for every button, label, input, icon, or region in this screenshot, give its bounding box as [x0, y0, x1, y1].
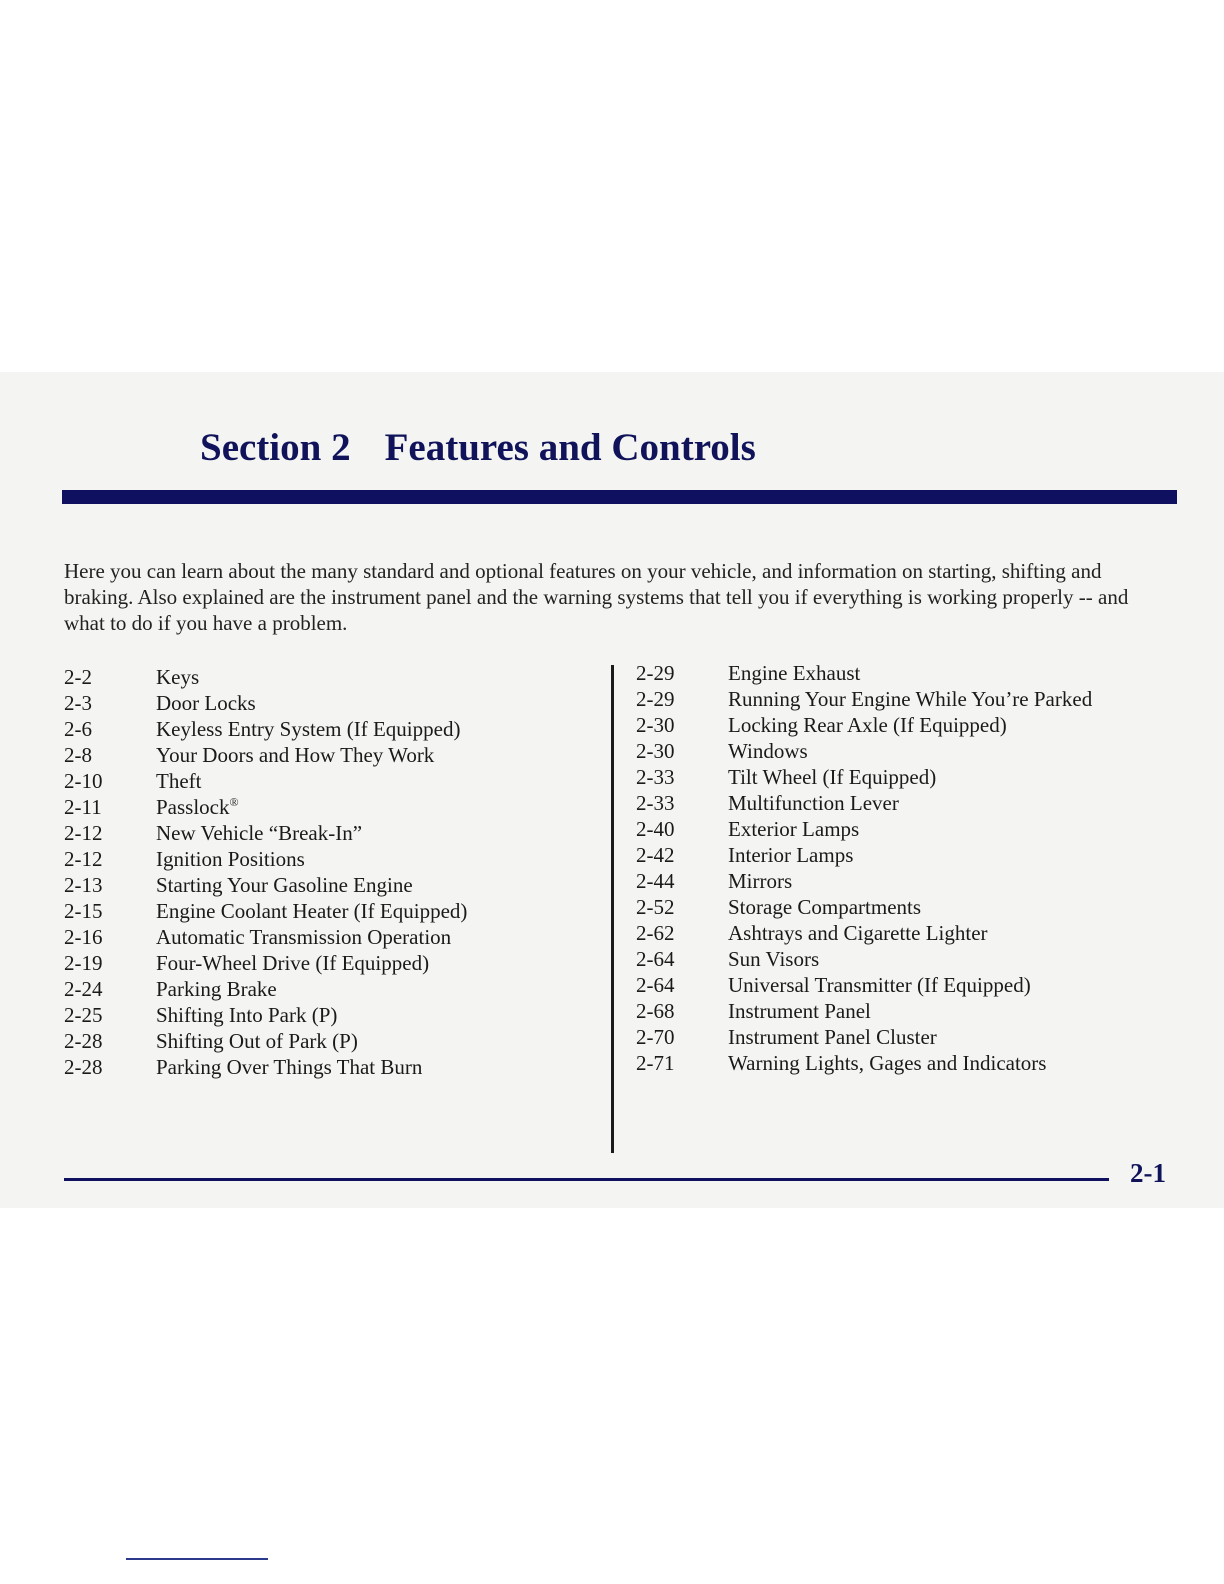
toc-page-number: 2-12	[64, 821, 103, 845]
toc-entry[interactable]	[636, 764, 1176, 790]
toc-entry[interactable]	[64, 768, 584, 794]
toc-entry[interactable]	[636, 660, 1176, 686]
toc-entry-title-text: Warning Lights, Gages and Indicators	[728, 1051, 1047, 1075]
toc-entry[interactable]	[64, 742, 584, 768]
toc-entry-title	[728, 790, 1176, 816]
toc-entry-title-text: Engine Coolant Heater (If Equipped)	[156, 899, 468, 923]
toc-page-number: 2-33	[636, 765, 675, 789]
toc-entry[interactable]	[64, 820, 584, 846]
intro-paragraph: Here you can learn about the many standard and optional features on your vehicle, and information on starting, shifting and braking. Also explained are the instrument panel and the warning systems that tell you if everything is working properly -- and what to do if you have a problem.	[64, 559, 1129, 635]
section-title	[200, 428, 756, 468]
toc-entry-title-text: Your Doors and How They Work	[156, 743, 435, 767]
toc-entry[interactable]	[636, 686, 1176, 712]
toc-page-number: 2-70	[636, 1025, 675, 1049]
toc-entry[interactable]	[636, 868, 1176, 894]
toc-entry-title-text: Running Your Engine While You’re Parked	[728, 687, 1093, 711]
bottom-rule	[126, 1558, 268, 1560]
toc-entry-title	[728, 738, 1176, 764]
toc-entry-title-text: Parking Over Things That Burn	[156, 1055, 423, 1079]
toc-entry-title	[156, 716, 584, 742]
toc-entry-title-text: Tilt Wheel (If Equipped)	[728, 765, 937, 789]
toc-entry-title	[156, 1002, 584, 1028]
toc-entry-title-text: Interior Lamps	[728, 843, 854, 867]
toc-entry[interactable]	[636, 998, 1176, 1024]
toc-entry-title-text: Windows	[728, 739, 808, 763]
toc-entry-title-text: Automatic Transmission Operation	[156, 925, 452, 949]
toc-entry-title	[156, 690, 584, 716]
toc-entry-title-text: Keys	[156, 665, 200, 689]
toc-entry-title	[728, 712, 1176, 738]
toc-page-number: 2-68	[636, 999, 675, 1023]
toc-entry-title-text: Parking Brake	[156, 977, 277, 1001]
toc-entry-title	[156, 794, 584, 820]
page-number: 2-1	[1130, 1158, 1166, 1188]
toc-page-number: 2-15	[64, 899, 103, 923]
toc-entry[interactable]	[636, 842, 1176, 868]
toc-entry-title	[728, 1024, 1176, 1050]
toc-entry[interactable]	[64, 716, 584, 742]
toc-entry-title-text: Shifting Out of Park (P)	[156, 1029, 358, 1053]
toc-entry-title	[728, 894, 1176, 920]
toc-entry-title-text: Engine Exhaust	[728, 661, 861, 685]
toc-page-number: 2-42	[636, 843, 675, 867]
toc-entry[interactable]	[636, 920, 1176, 946]
toc-entry[interactable]	[64, 924, 584, 950]
toc-page-number: 2-19	[64, 951, 103, 975]
toc-entry-title	[728, 842, 1176, 868]
toc-entry-title-text: Four-Wheel Drive (If Equipped)	[156, 951, 430, 975]
toc-entry[interactable]	[636, 712, 1176, 738]
toc-entry-title	[728, 920, 1176, 946]
toc-page-number: 2-24	[64, 977, 103, 1001]
toc-entry-title	[728, 946, 1176, 972]
toc-entry-title	[728, 1050, 1176, 1076]
toc-page-number: 2-52	[636, 895, 675, 919]
toc-entry-title-text: Mirrors	[728, 869, 793, 893]
toc-entry[interactable]	[636, 972, 1176, 998]
toc-entry[interactable]	[64, 664, 584, 690]
toc-page-number: 2-40	[636, 817, 675, 841]
toc-entry-title	[728, 972, 1176, 998]
toc-entry-title	[156, 898, 584, 924]
toc-page-number: 2-44	[636, 869, 675, 893]
toc-entry-title-text: Door Locks	[156, 691, 256, 715]
toc-entry[interactable]	[64, 1054, 584, 1080]
toc-entry[interactable]	[636, 1024, 1176, 1050]
toc-entry-title-text: Universal Transmitter (If Equipped)	[728, 973, 1031, 997]
toc-entry-title	[156, 846, 584, 872]
toc-entry-title-text: Sun Visors	[728, 947, 820, 971]
toc-entry-title-text: Theft	[156, 769, 202, 793]
toc-entry-title	[156, 924, 584, 950]
toc-page-number: 2-12	[64, 847, 103, 871]
toc-entry[interactable]	[636, 894, 1176, 920]
toc-entry-title-text: Keyless Entry System (If Equipped)	[156, 717, 461, 741]
toc-page-number: 2-62	[636, 921, 675, 945]
toc-page-number: 2-25	[64, 1003, 103, 1027]
toc-entry-title-text: Ashtrays and Cigarette Lighter	[728, 921, 988, 945]
toc-entry-title-text: Storage Compartments	[728, 895, 922, 919]
toc-entry[interactable]	[636, 738, 1176, 764]
column-divider	[611, 665, 614, 1153]
toc-entry[interactable]	[636, 816, 1176, 842]
toc-entry-title-text: New Vehicle “Break-In”	[156, 821, 363, 845]
toc-entry[interactable]	[636, 946, 1176, 972]
registered-mark: ®	[229, 795, 239, 809]
toc-page-number: 2-3	[64, 691, 92, 715]
section-title-text: Features and Controls	[384, 426, 756, 469]
toc-entry-title	[728, 764, 1176, 790]
toc-page-number: 2-30	[636, 739, 675, 763]
toc-page-number: 2-28	[64, 1055, 103, 1079]
toc-page-number: 2-16	[64, 925, 103, 949]
toc-page-number: 2-64	[636, 973, 675, 997]
toc-entry[interactable]	[64, 976, 584, 1002]
toc-entry-title	[728, 686, 1176, 712]
toc-entry-title-text: Locking Rear Axle (If Equipped)	[728, 713, 1007, 737]
toc-page-number: 2-71	[636, 1051, 675, 1075]
toc-entry-title-text: Instrument Panel	[728, 999, 871, 1023]
toc-entry[interactable]	[64, 1028, 584, 1054]
toc-entry-title	[156, 820, 584, 846]
toc-page-number: 2-13	[64, 873, 103, 897]
toc-entry-title-text: Starting Your Gasoline Engine	[156, 873, 413, 897]
toc-entry-title	[156, 1054, 584, 1080]
toc-entry[interactable]	[64, 898, 584, 924]
toc-page-number: 2-29	[636, 661, 675, 685]
toc-entry[interactable]	[64, 690, 584, 716]
footer-rule	[64, 1178, 1109, 1181]
toc-page-number: 2-33	[636, 791, 675, 815]
toc-entry[interactable]	[64, 872, 584, 898]
toc-entry[interactable]	[64, 846, 584, 872]
toc-page-number: 2-30	[636, 713, 675, 737]
toc-entry-title	[156, 976, 584, 1002]
toc-left-column	[64, 664, 584, 1080]
toc-page-number: 2-29	[636, 687, 675, 711]
toc-entry[interactable]	[64, 1002, 584, 1028]
toc-right-column	[636, 660, 1176, 1076]
title-rule	[62, 490, 1177, 504]
toc-entry-title	[728, 868, 1176, 894]
toc-entry-title	[156, 950, 584, 976]
toc-entry-title	[156, 1028, 584, 1054]
toc-entry-title	[156, 742, 584, 768]
toc-page-number: 2-8	[64, 743, 92, 767]
toc-entry[interactable]	[636, 790, 1176, 816]
toc-entry[interactable]	[636, 1050, 1176, 1076]
toc-entry[interactable]	[64, 794, 584, 820]
toc-entry-title-text: Shifting Into Park (P)	[156, 1003, 338, 1027]
toc-page-number: 2-64	[636, 947, 675, 971]
toc-entry-title	[728, 816, 1176, 842]
toc-entry-title	[728, 660, 1176, 686]
toc-entry-title-text: Instrument Panel Cluster	[728, 1025, 937, 1049]
toc-entry-title-text: Passlock	[156, 795, 230, 819]
toc-entry-title	[156, 664, 584, 690]
toc-entry-title-text: Ignition Positions	[156, 847, 305, 871]
toc-entry-title	[156, 872, 584, 898]
toc-page-number: 2-6	[64, 717, 92, 741]
section-label: Section 2	[200, 426, 351, 469]
toc-entry-title	[728, 998, 1176, 1024]
toc-page-number: 2-11	[64, 795, 102, 819]
toc-entry-title-text: Exterior Lamps	[728, 817, 860, 841]
toc-entry-title-text: Multifunction Lever	[728, 791, 899, 815]
toc-page-number: 2-10	[64, 769, 103, 793]
toc-page-number: 2-28	[64, 1029, 103, 1053]
toc-page-number: 2-2	[64, 665, 92, 689]
toc-entry[interactable]	[64, 950, 584, 976]
toc-entry-title	[156, 768, 584, 794]
